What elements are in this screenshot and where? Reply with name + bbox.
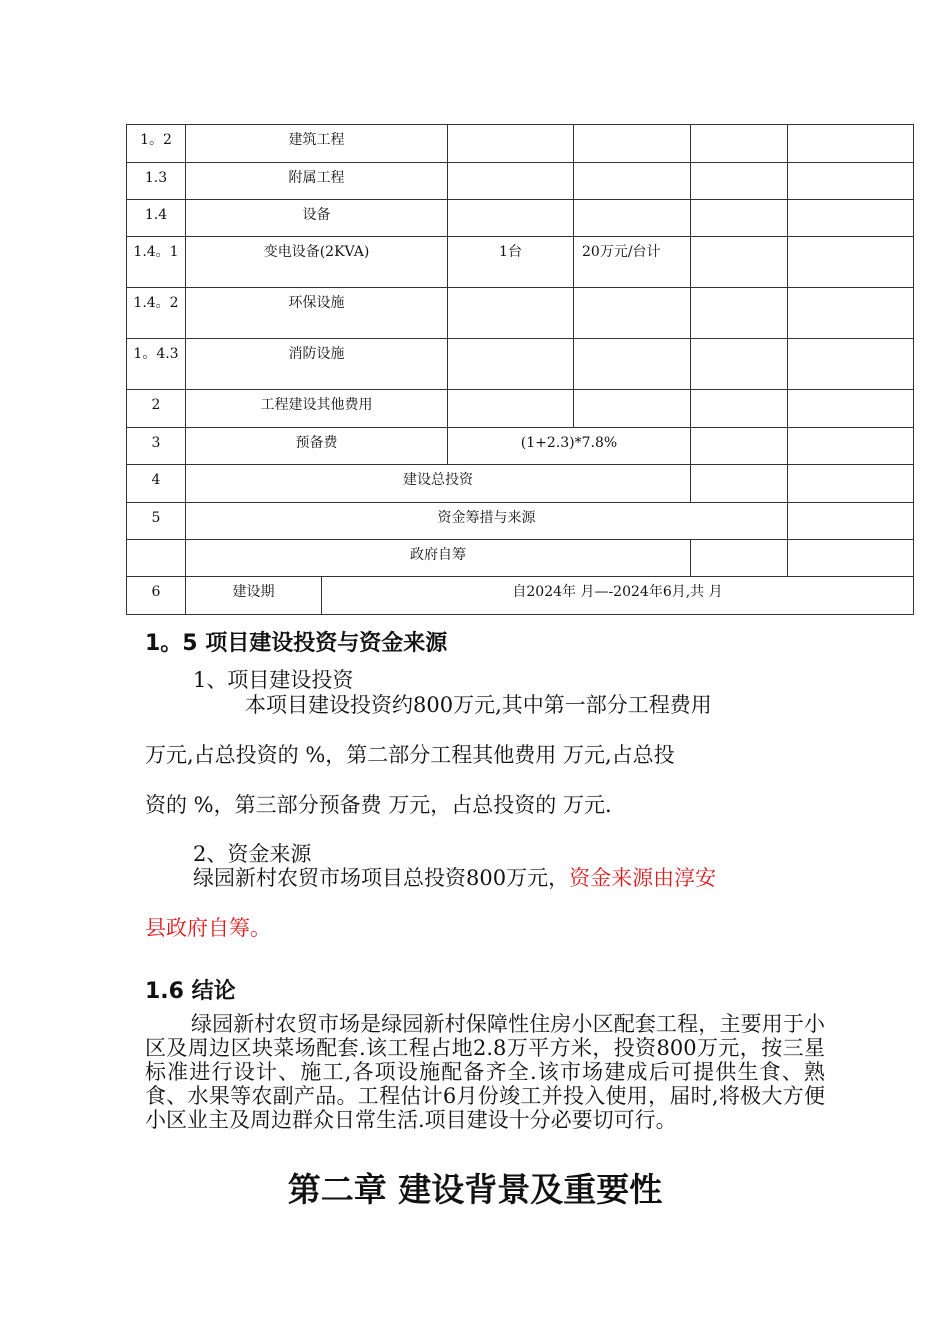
row-number: 1。2 [127,125,186,163]
investment-text-line: 万元,占总投资的 %，第二部分工程其他费用 万元,占总投 [145,743,675,767]
row-number: 1.3 [127,163,186,200]
row-item-name: 设备 [186,200,448,237]
row-number: 1.4 [127,200,186,237]
table-row [127,163,914,200]
row-item-name: 建筑工程 [186,125,448,163]
row-number: 1。4.3 [127,339,186,390]
funding-source-highlight: 县政府自筹。 [145,916,271,940]
table-row [127,428,914,465]
investment-text-line: 资的 %，第三部分预备费 万元，占总投资的 万元. [145,793,612,817]
table-row [127,390,914,428]
row-item-name: 消防设施 [186,339,448,390]
row-construction-period: 自2024年 月—-2024年6月,共 月 [322,577,914,615]
row-quantity: 1台 [448,237,574,288]
table-row [127,540,914,577]
investment-table [126,124,914,615]
row-item-name: 政府自筹 [186,540,691,577]
row-number [127,540,186,577]
row-number: 3 [127,428,186,465]
funding-text: 绿园新村农贸市场项目总投资800万元， [193,866,570,890]
table-row [127,125,914,163]
funding-text-line [193,862,716,892]
row-formula: (1+2.3)*7.8% [448,428,691,465]
row-item-name: 附属工程 [186,163,448,200]
row-number: 2 [127,390,186,428]
table-row [127,288,914,339]
table-row [127,465,914,503]
row-unit-price: 20万元/台计 [574,237,691,288]
row-number: 4 [127,465,186,503]
chapter-title: 第二章 建设背景及重要性 [287,1170,663,1209]
row-number: 6 [127,577,186,615]
row-item-name: 环保设施 [186,288,448,339]
funding-source-highlight: 资金来源由淳安 [569,866,717,890]
section-heading-1-5: 1。5 项目建设投资与资金来源 [145,631,448,656]
row-item-name: 预备费 [186,428,448,465]
row-number: 1.4。2 [127,288,186,339]
row-item-name: 资金筹措与来源 [186,503,788,540]
table-row [127,577,914,615]
table-row [127,200,914,237]
row-item-name: 工程建设其他费用 [186,390,448,428]
investment-text-line: 本项目建设投资约800万元,其中第一部分工程费用 [245,693,712,717]
section-heading-1-6: 1.6 结论 [145,979,236,1004]
row-number: 5 [127,503,186,540]
row-item-name: 建设总投资 [186,465,691,503]
table-row [127,237,914,288]
row-item-name: 建设期 [186,577,322,615]
row-number: 1.4。1 [127,237,186,288]
subheading-funding: 2、资金来源 [193,842,312,866]
table-row [127,503,914,540]
conclusion-paragraph: 绿园新村农贸市场是绿园新村保障性住房小区配套工程，主要用于小区及周边区块菜场配套.该工程占地2.8万平方米，投资800万元，按三星标准进行设计、施工,各项设施配备齐全.该市场建成后可提供生食、熟食、水果等农副产品。工程估计6月份竣工并投入使用，届时,将极大方便小区业主及周边群众日常生活.项目建设十分必要切可行。 [145,1012,825,1132]
subheading-investment: 1、项目建设投资 [193,668,354,692]
row-item-name: 变电设备(2KVA) [186,237,448,288]
table-row [127,339,914,390]
